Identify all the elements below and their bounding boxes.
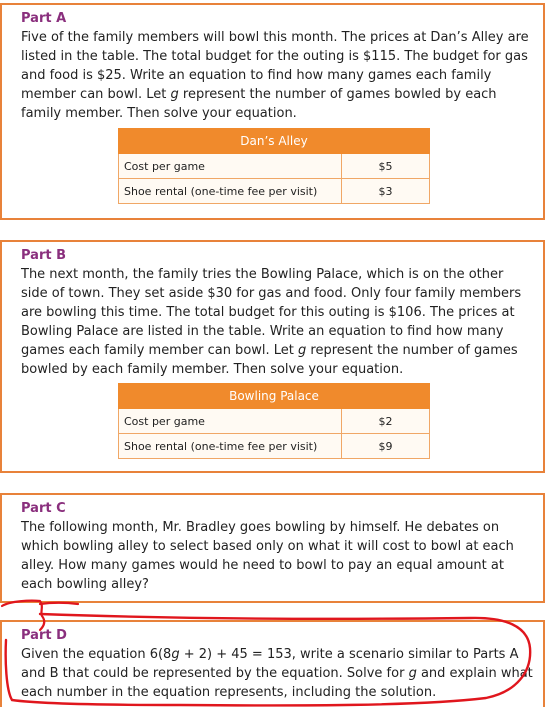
part-a-text: Five of the family members will bowl this month. The prices at Dan’s Alley are listed in the table. The total budget for the outing is $115. The budget for gas and food is $25. Write an equation to find how many games each family member can bowl. Let g represent the number of games bowled by each family member. Then solve your equation. <box>21 30 529 121</box>
part-c-text: The following month, Mr. Bradley goes bowling by himself. He debates on which bowling alley to select based only on what it will cost to bowl at each alley. How many games would he need to bowl to pay an equal amount at each bowling alley? <box>21 520 514 592</box>
part-d-card <box>0 620 545 707</box>
row-value: $3 <box>342 179 430 204</box>
dans-alley-table <box>118 128 430 204</box>
part-d-title: Part D <box>21 628 67 643</box>
row-value: $2 <box>342 409 430 434</box>
row-label: Cost per game <box>119 409 342 434</box>
row-label: Cost per game <box>119 154 342 179</box>
row-label: Shoe rental (one-time fee per visit) <box>119 179 342 204</box>
table-row <box>119 434 430 459</box>
part-c-card <box>0 493 545 603</box>
part-d-text: Given the equation 6(8g + 2) + 45 = 153, write a scenario similar to Parts A and B that could be represented by the equation. Solve for g and explain what each number in the equation represents, including the solution. <box>21 647 533 700</box>
part-b-text: The next month, the family tries the Bowling Palace, which is on the other side of town. They set aside $30 for gas and food. Only four family members are bowling this time. The total budget for this outing is $106. The prices at Bowling Palace are listed in the table. Write an equation to find how many games each family member can bowl. Let g represent the number of games bowled by each family member. Then solve your equation. <box>21 267 522 377</box>
table-row <box>119 179 430 204</box>
row-value: $5 <box>342 154 430 179</box>
table-header: Dan’s Alley <box>119 129 430 154</box>
part-a-title: Part A <box>21 11 67 26</box>
table-header: Bowling Palace <box>119 384 430 409</box>
row-value: $9 <box>342 434 430 459</box>
table-row <box>119 154 430 179</box>
part-c-title: Part C <box>21 501 66 516</box>
part-b-title: Part B <box>21 248 67 263</box>
row-label: Shoe rental (one-time fee per visit) <box>119 434 342 459</box>
table-row <box>119 409 430 434</box>
bowling-palace-table <box>118 383 430 459</box>
